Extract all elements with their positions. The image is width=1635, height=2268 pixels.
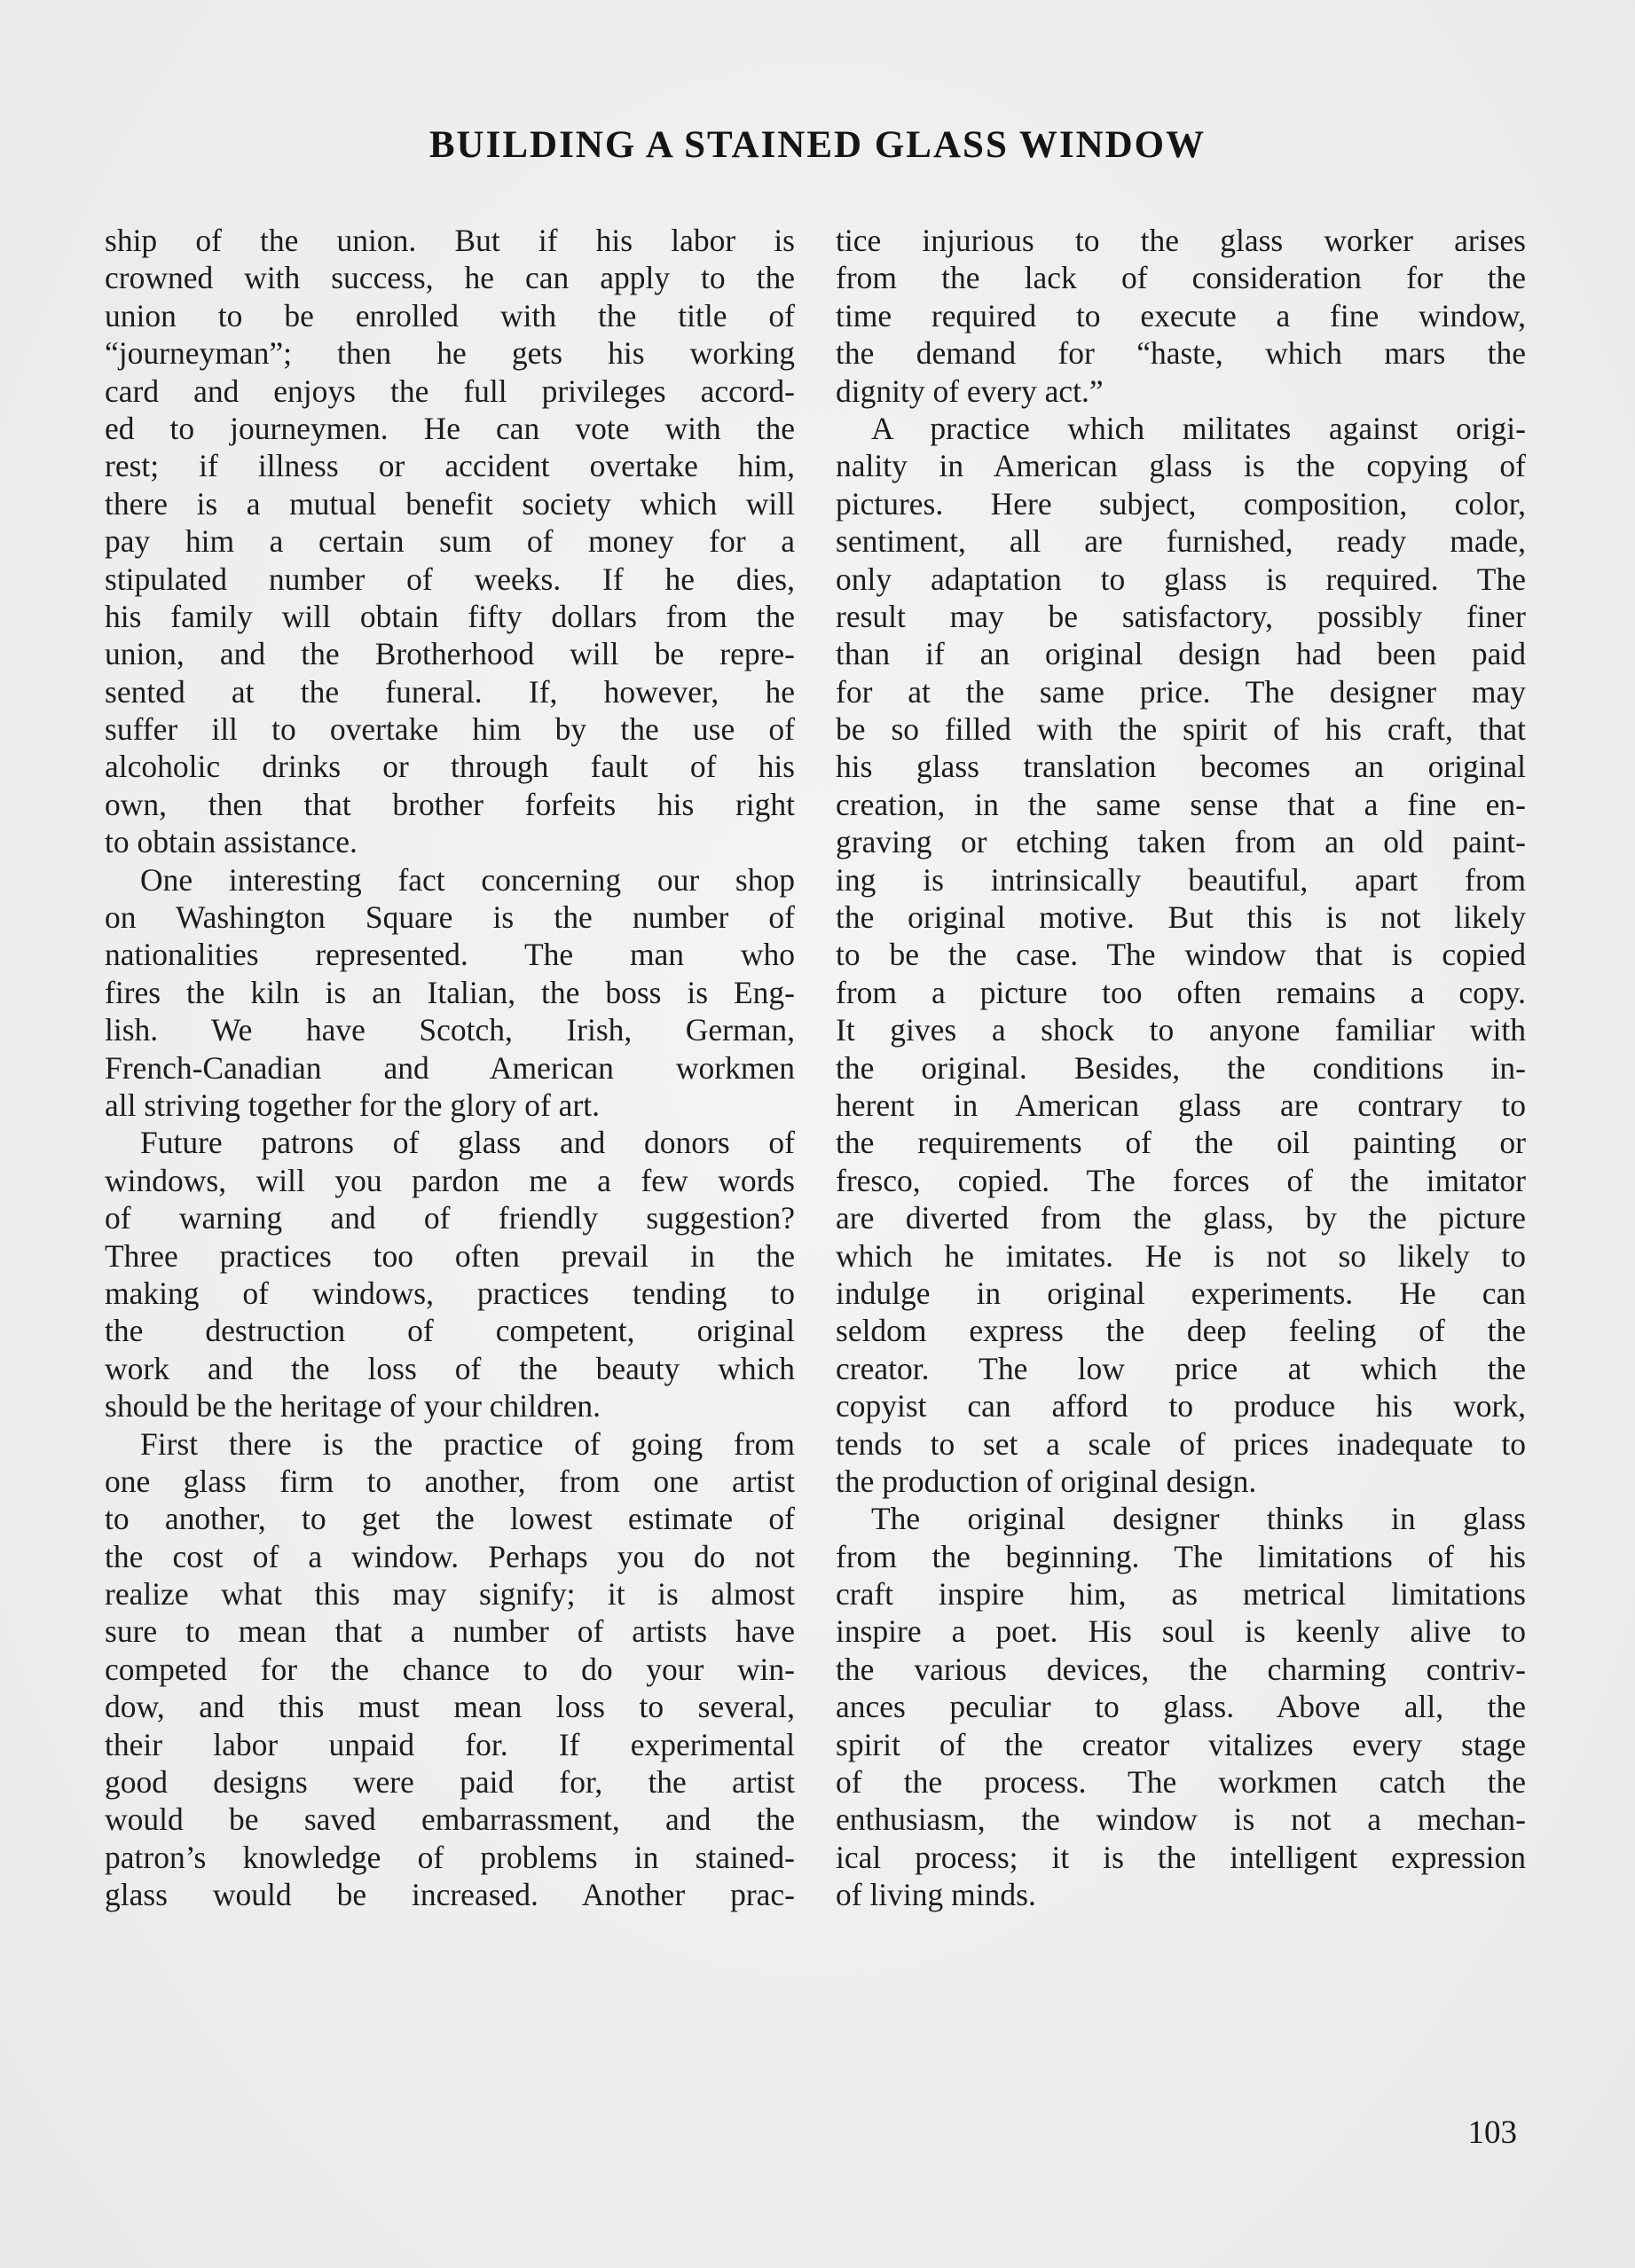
- text-line: creation, in the same sense that a fine en-: [836, 786, 1526, 822]
- text-line: would be saved embarrassment, and the: [105, 1801, 795, 1838]
- text-line: the destruction of competent, original: [105, 1313, 795, 1349]
- text-line: on Washington Square is the number of: [105, 899, 795, 936]
- text-line: ances peculiar to glass. Above all, the: [836, 1689, 1526, 1725]
- text-line: craft inspire him, as metrical limitations: [836, 1576, 1526, 1613]
- text-line: than if an original design had been paid: [836, 636, 1526, 672]
- text-line: there is a mutual benefit society which will: [105, 485, 795, 522]
- text-line: nality in American glass is the copying of: [836, 448, 1526, 484]
- text-line: “journeyman”; then he gets his working: [105, 335, 795, 372]
- text-line: alcoholic drinks or through fault of his: [105, 749, 795, 785]
- text-line: one glass firm to another, from one artist: [105, 1463, 795, 1499]
- text-line: ed to journeymen. He can vote with the: [105, 410, 795, 446]
- text-line: Future patrons of glass and donors of: [140, 1125, 795, 1161]
- text-line: the requirements of the oil painting or: [836, 1125, 1526, 1161]
- text-line: the original. Besides, the conditions in-: [836, 1049, 1526, 1086]
- text-line: pay him a certain sum of money for a: [105, 523, 795, 560]
- text-line: inspire a poet. His soul is keenly alive to: [836, 1613, 1526, 1650]
- text-line: A practice which militates against origi-: [871, 410, 1526, 446]
- text-line: crowned with success, he can apply to the: [105, 260, 795, 296]
- text-line: The original designer thinks in glass: [871, 1501, 1526, 1537]
- text-line: union to be enrolled with the title of: [105, 297, 795, 334]
- text-line: the cost of a window. Perhaps you do not: [105, 1538, 795, 1574]
- page-number: 103: [1467, 2115, 1517, 2151]
- text-line: copyist can afford to produce his work,: [836, 1388, 1526, 1424]
- text-line: suffer ill to overtake him by the use of: [105, 711, 795, 748]
- text-line: the production of original design.: [836, 1463, 1257, 1499]
- text-line: tends to set a scale of prices inadequate to: [836, 1425, 1526, 1462]
- text-line: of living minds.: [836, 1877, 1036, 1913]
- text-line: indulge in original experiments. He can: [836, 1275, 1526, 1311]
- text-line: are diverted from the glass, by the picture: [836, 1200, 1526, 1236]
- text-line: herent in American glass are contrary to: [836, 1087, 1526, 1123]
- text-line: ical process; it is the intelligent expression: [836, 1839, 1526, 1875]
- text-line: good designs were paid for, the artist: [105, 1764, 795, 1801]
- text-line: dow, and this must mean loss to several,: [105, 1689, 795, 1725]
- text-line: to be the case. The window that is copied: [836, 937, 1526, 973]
- text-line: First there is the practice of going from: [140, 1425, 795, 1462]
- text-line: ing is intrinsically beautiful, apart from: [836, 861, 1526, 898]
- text-line: tice injurious to the glass worker arises: [836, 223, 1526, 258]
- text-line: Three practices too often prevail in the: [105, 1237, 795, 1274]
- text-column-left: [105, 222, 795, 1914]
- text-line: fresco, copied. The forces of the imitator: [836, 1162, 1526, 1198]
- text-line: making of windows, practices tending to: [105, 1275, 795, 1311]
- text-line: sentiment, all are furnished, ready made,: [836, 523, 1526, 560]
- text-column-right: [836, 222, 1526, 1914]
- text-line: from a picture too often remains a copy.: [836, 974, 1526, 1010]
- text-line: seldom express the deep feeling of the: [836, 1313, 1526, 1349]
- text-line: enthusiasm, the window is not a mechan-: [836, 1801, 1526, 1838]
- text-line: nationalities represented. The man who: [105, 937, 795, 973]
- text-line: his glass translation becomes an original: [836, 749, 1526, 785]
- text-line: French-Canadian and American workmen: [105, 1049, 795, 1086]
- running-head: BUILDING A STAINED GLASS WINDOW: [428, 124, 1207, 166]
- text-line: fires the kiln is an Italian, the boss is Eng-: [105, 974, 795, 1010]
- text-line: lish. We have Scotch, Irish, German,: [105, 1012, 795, 1048]
- text-line: card and enjoys the full privileges accord-: [105, 373, 795, 409]
- text-line: rest; if illness or accident overtake him,: [105, 448, 795, 484]
- text-line: only adaptation to glass is required. The: [836, 561, 1526, 597]
- text-line: graving or etching taken from an old paint-: [836, 824, 1526, 860]
- text-line: ship of the union. But if his labor is: [105, 223, 795, 258]
- text-line: to another, to get the lowest estimate of: [105, 1501, 795, 1537]
- text-line: creator. The low price at which the: [836, 1350, 1526, 1386]
- text-line: result may be satisfactory, possibly finer: [836, 598, 1526, 634]
- text-line: work and the loss of the beauty which: [105, 1350, 795, 1386]
- text-line: sure to mean that a number of artists have: [105, 1613, 795, 1650]
- text-line: union, and the Brotherhood will be repre-: [105, 636, 795, 672]
- text-line: the demand for “haste, which mars the: [836, 335, 1526, 372]
- text-line: glass would be increased. Another prac-: [105, 1877, 795, 1913]
- text-line: time required to execute a fine window,: [836, 297, 1526, 334]
- text-line: One interesting fact concerning our shop: [140, 861, 795, 898]
- text-line: his family will obtain fifty dollars from the: [105, 598, 795, 634]
- text-line: be so filled with the spirit of his craft, that: [836, 711, 1526, 748]
- text-line: windows, will you pardon me a few words: [105, 1162, 795, 1198]
- text-line: sented at the funeral. If, however, he: [105, 673, 795, 710]
- text-line: competed for the chance to do your win-: [105, 1651, 795, 1687]
- text-line: from the beginning. The limitations of his: [836, 1538, 1526, 1574]
- text-line: realize what this may signify; it is almost: [105, 1576, 795, 1613]
- text-line: dignity of every act.”: [836, 373, 1104, 409]
- text-line: their labor unpaid for. If experimental: [105, 1726, 795, 1762]
- text-line: the original motive. But this is not likely: [836, 899, 1526, 936]
- text-line: of the process. The workmen catch the: [836, 1764, 1526, 1801]
- text-line: spirit of the creator vitalizes every stage: [836, 1726, 1526, 1762]
- text-line: for at the same price. The designer may: [836, 673, 1526, 710]
- text-line: from the lack of consideration for the: [836, 260, 1526, 296]
- text-line: to obtain assistance.: [105, 824, 358, 860]
- text-line: pictures. Here subject, composition, color,: [836, 485, 1526, 522]
- text-line: the various devices, the charming contriv-: [836, 1651, 1526, 1687]
- text-line: patron’s knowledge of problems in stained-: [105, 1839, 795, 1875]
- text-line: which he imitates. He is not so likely to: [836, 1237, 1526, 1274]
- text-line: It gives a shock to anyone familiar with: [836, 1012, 1526, 1048]
- text-line: all striving together for the glory of art.: [105, 1087, 600, 1123]
- text-line: should be the heritage of your children.: [105, 1388, 601, 1424]
- text-line: own, then that brother forfeits his right: [105, 786, 795, 822]
- text-line: stipulated number of weeks. If he dies,: [105, 561, 795, 597]
- text-line: of warning and of friendly suggestion?: [105, 1200, 795, 1236]
